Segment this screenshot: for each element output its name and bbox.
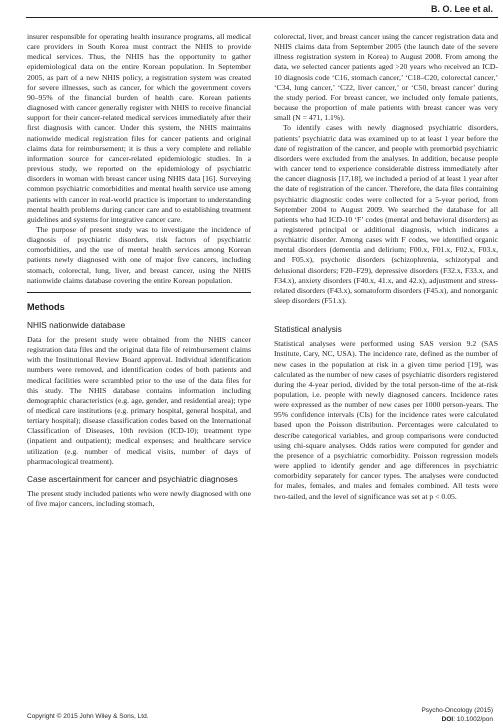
journal-citation: Psycho-Oncology (2015) (421, 707, 493, 714)
methods-heading: Methods (27, 301, 65, 312)
copyright-notice: Copyright © 2015 John Wiley & Sons, Ltd. (27, 713, 149, 720)
nhis-database-heading: NHIS nationwide database (27, 319, 126, 330)
right-column (274, 32, 498, 502)
running-header-author: B. O. Lee et al. (430, 4, 493, 14)
doi-label: DOI (441, 715, 454, 723)
psychiatric-identification-paragraph: To identify cases with newly diagnosed psychiatric disorders, patients’ psychiatric data was examined up to at least 1 year before the date of registration of the cancer, and people with premorbid psychiatric disorders were excluded from the analyses. In addition, because people with cancer tend to experience considerable distress immediately after the cancer diagnosis [17,18], we included a period of at least 1 year after the date of registration of the cancer. Therefore, the data files containing psychiatric diagnostic codes were collected for a 5-year period, from September 2004 to August 2009. We searched the database for all patients who had ICD-10 ‘F’ codes (mental and behavioral disorders) as a registered principal or additional diagnosis, which indicates a psychiatric disorder. Among cases with F codes, we identified organic mental disorders (dementia and delirium; F00.x, F01.x, F02.x, F03.x, and F05.x), psychotic disorders (schizophrenia, schizotypal and delusional disorders; F20–F29), depressive disorders (F32.x, F33.x, and F34.x), anxiety disorders (F40.x, 41.x, and 42.x), adjustment and stress-related disorders (F43.x), somatoform disorders (F45.x), and nonorganic sleep disorders (F51.x). (274, 123, 498, 306)
case-ascertainment-heading: Case ascertainment for cancer and psychiatric diagnoses (27, 473, 238, 484)
left-column (27, 32, 251, 509)
case-ascertainment-paragraph: The present study included patients who were newly diagnosed with one of five major cancers, including stomach, (27, 488, 251, 509)
intro-paragraph-2: The purpose of present study was to investigate the incidence of diagnosis of psychiatric disorders, risk factors of psychiatric comorbidities, and the use of mental health services among Korean patients newly diagnosed with one of major five cancers, including stomach, colorectal, lung, liver, and breast cancer, using the NHIS nationwide claims database covering the entire Korean population. (27, 224, 251, 285)
methods-rule (27, 292, 251, 293)
statistical-analysis-heading: Statistical analysis (274, 324, 342, 335)
statistical-analysis-paragraph: Statistical analyses were performed using SAS version 9.2 (SAS Institute, Cary, NC, USA). The incidence rate, defined as the number of new cases in the population at risk in a given time period [19], was calculated as the number of new cases of psychiatric disorders registered during the 4-year period, divided by the total person-time of the at-risk population, i.e. people with newly diagnosed cancers. Incidence rates were expressed as the number of new cases per 1000 person-years. The 95% confidence intervals (CIs) for the incidence rates were calculated based upon the Poisson distribution. Percentages were calculated to describe categorical variables, and group comparisons were conducted using chi-square analyses. Odds ratios were computed for gender and the presence of a psychiatric comorbidity. Poisson regression models were applied to identify gender and age differences in psychiatric comorbidity separately for cancer types. The analyses were conducted for males, females, and males and females combined. All tests were two-tailed, and the level of significance was set at p < 0.05. (274, 339, 498, 501)
header-rule (26, 17, 498, 18)
case-ascertainment-continued: colorectal, liver, and breast cancer using the cancer registration data and NHIS claims data from September 2005 (the launch date of the severe illness registration system in Korea) to August 2008. From among the data, we selected cancer patients aged >20 years who received an ICD-10 diagnosis code ‘C16, stomach cancer,’ ‘C18–C20, colorectal cancer,’ ‘C34, lung cancer,’ ‘C22, liver cancer,’ or ‘C50, breast cancer’ during the study period. For breast cancer, we included only female patients, because the proportion of male patients with breast cancer was very small (N = 471, 1.1%). (274, 32, 498, 123)
intro-paragraph-1: insurer responsible for operating health insurance programs, all medical care providers in South Korea must contract the NHIS to provide medical services. Thus, the NHIS has the opportunity to gather epidemiological data on the entire Korean population. In September 2005, as part of a new NHIS policy, a registration system was created for severe illnesses, such as cancer, for which the government covers 90–95% of the financial burden of health care. Korean patients diagnosed with cancer generally register with NHIS to receive financial support for their cancer-related medical services immediately after their first diagnosis with cancer. Under this system, the NHIS maintains nationwide medical registration files for cancer patients and original claims data for reimbursement; it is thus a very complete and reliable information source for cancer-related epidemiologic studies. In a previous study, we reported on the epidemiology of psychiatric disorders in woman with breast cancer using NHIS data [16]. Surveying common psychiatric comorbidities and mental health service use among patients with cancer in real-world practice is important to understanding mental health problems during cancer care and to establishing treatment guidelines and systems for integrative cancer care. (27, 32, 251, 224)
doi-value: : 10.1002/pon (453, 715, 493, 723)
nhis-database-paragraph: Data for the present study were obtained from the NHIS cancer registration data files and the original data file of reimbursement claims with the Institutional Review Board approval. Individual identification numbers were removed, and identification codes of both patients and medical facilities were scrambled prior to the use of the data files for this study. The NHIS database contains information including demographic characteristics (e.g. age, gender, and residential area); type of medical care institutions (e.g. primary hospital, general hospital, and tertiary hospital); disease classification codes based on the International Classification of Diseases, 10th revision (ICD-10); treatment type (inpatient and outpatient); medical expenses; and healthcare service utilization (e.g. number of medical visits, number of days of pharmacological treatment). (27, 334, 251, 466)
journal-footer (421, 707, 493, 724)
doi-line (421, 716, 493, 725)
